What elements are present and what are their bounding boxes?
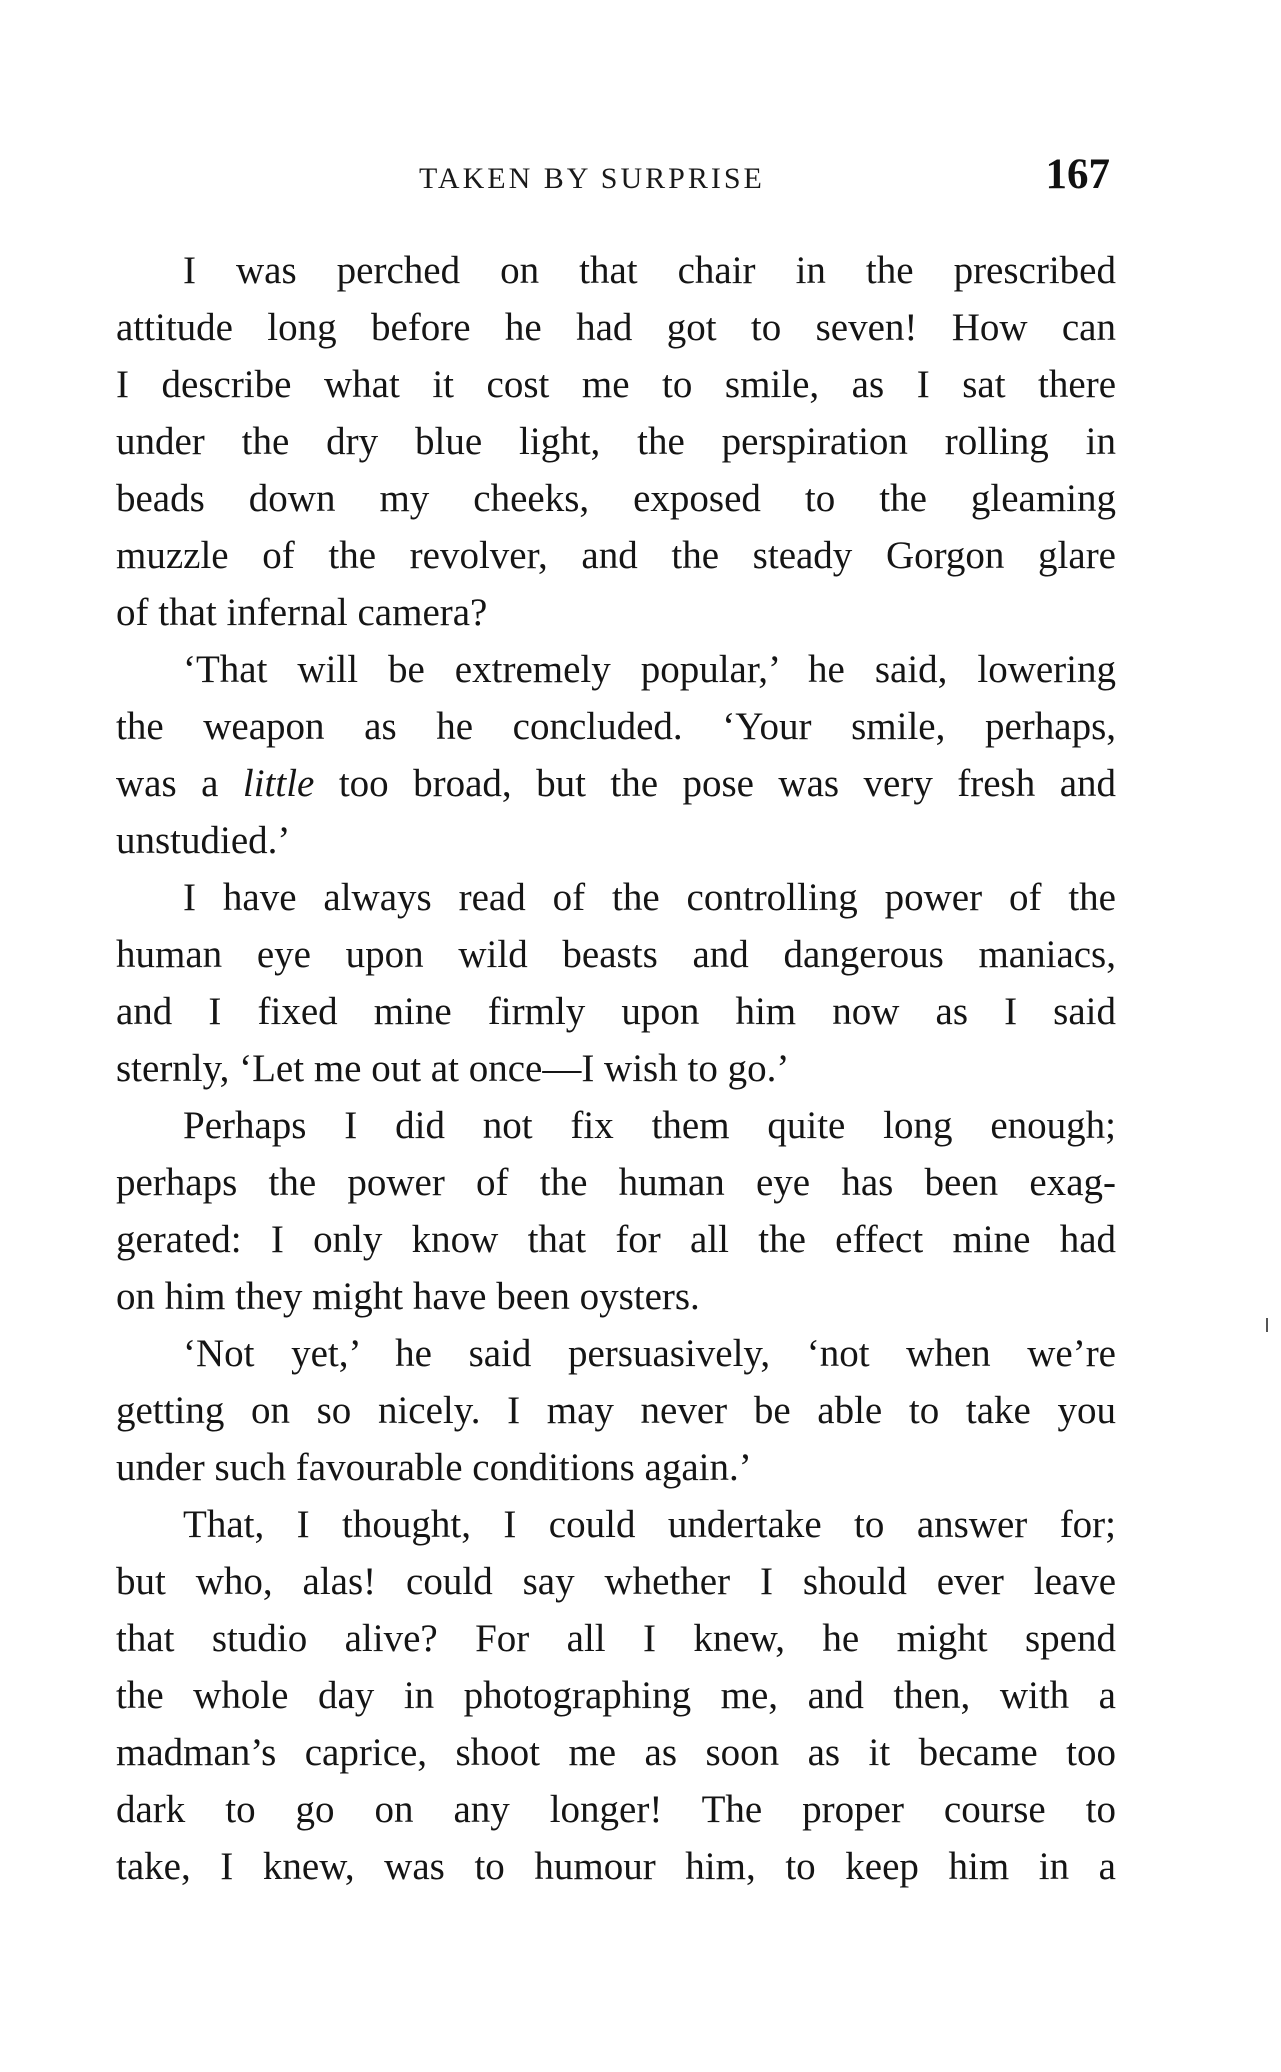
text-line: gerated: I only know that for all the effect mine had [116, 1218, 1116, 1261]
running-head [116, 150, 1110, 210]
text-line: take, I knew, was to humour him, to keep him in a [116, 1845, 1116, 1888]
text-line: that studio alive? For all I knew, he might spend [116, 1617, 1116, 1660]
text-line: dark to go on any longer! The proper course to [116, 1788, 1116, 1831]
text-line: sternly, ‘Let me out at once—I wish to go.’ [116, 1047, 790, 1090]
body-text [116, 242, 1116, 1895]
text-line: human eye upon wild beasts and dangerous maniacs, [116, 933, 1116, 976]
text-line: Perhaps I did not fix them quite long enough; [183, 1104, 1116, 1147]
text-line: attitude long before he had got to seven! How can [116, 306, 1116, 349]
text-line: madman’s caprice, shoot me as soon as it became too [116, 1731, 1116, 1774]
text-line: under the dry blue light, the perspiration rolling in [116, 420, 1116, 463]
italic-word: little [242, 762, 315, 805]
text-line: I have always read of the controlling power of the [183, 876, 1116, 919]
text-line: and I fixed mine firmly upon him now as I said [116, 990, 1116, 1033]
text-line: the weapon as he concluded. ‘Your smile, perhaps, [116, 705, 1116, 748]
text-line: I was perched on that chair in the prescribed [183, 249, 1116, 292]
text-line: under such favourable conditions again.’ [116, 1446, 752, 1489]
text-line: the whole day in photographing me, and then, with a [116, 1674, 1116, 1717]
text-line [116, 755, 1116, 812]
running-title: TAKEN BY SURPRISE [419, 162, 765, 195]
text-line: beads down my cheeks, exposed to the gleaming [116, 477, 1116, 520]
text-segment: too broad, but the pose was very fresh and [314, 762, 1116, 805]
text-line: ‘That will be extremely popular,’ he said, lowering [183, 648, 1116, 691]
text-line: I describe what it cost me to smile, as I sat there [116, 363, 1116, 406]
text-line: of that infernal camera? [116, 591, 488, 634]
text-line: getting on so nicely. I may never be able to take you [116, 1389, 1116, 1432]
text-line: muzzle of the revolver, and the steady Gorgon glare [116, 534, 1116, 577]
text-line: perhaps the power of the human eye has been exag- [116, 1161, 1116, 1204]
text-line: That, I thought, I could undertake to answer for; [183, 1503, 1116, 1546]
text-line: on him they might have been oysters. [116, 1275, 700, 1318]
page-number: 167 [1045, 151, 1110, 198]
text-segment: was a [116, 762, 243, 805]
text-line: but who, alas! could say whether I should ever leave [116, 1560, 1116, 1603]
text-line: unstudied.’ [116, 819, 291, 862]
margin-mark [1266, 1318, 1268, 1332]
text-line: ‘Not yet,’ he said persuasively, ‘not when we’re [183, 1332, 1116, 1375]
